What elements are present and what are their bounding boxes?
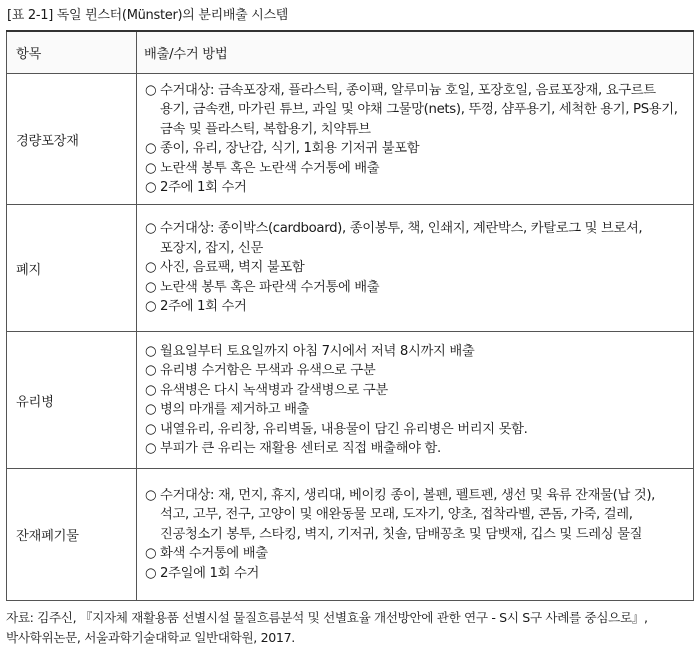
row-items-cell (137, 205, 694, 332)
list-item (145, 544, 687, 564)
separation-system-table (6, 30, 694, 601)
bullet-icon: ○ (145, 221, 157, 237)
item-text: 내열유리, 유리창, 유리벽돌, 내용물이 담긴 유리병은 버리지 못함. (160, 421, 528, 437)
list-item (145, 219, 687, 258)
item-list (137, 482, 693, 588)
bullet-icon: ○ (145, 382, 157, 398)
row-category: 유리병 (7, 332, 137, 469)
list-item (145, 81, 687, 140)
list-item (145, 297, 687, 317)
item-text: 2주일에 1회 수거 (160, 565, 259, 581)
item-list (137, 215, 693, 321)
table-row (7, 469, 694, 601)
table-row (7, 205, 694, 332)
bullet-icon: ○ (145, 441, 157, 456)
table-row (7, 332, 694, 469)
item-text: 유리병 수거함은 무색과 유색으로 구분 (160, 363, 376, 378)
list-item (145, 564, 687, 584)
item-text: 수거대상: 금속포장재, 플라스틱, 종이팩, 알루미늄 호일, 포장호일, 음료포장재, 요구르트 용기, 금속캔, 마가린 튜브, 과일 및 야채 그물망(nets), 뚜껑, 샴푸용기, 세척한 용기, PS용기, 금속 및 플라스틱, 복합용기, 치약튜브 (160, 82, 678, 137)
item-text: 월요일부터 토요일까지 아침 7시에서 저녁 8시까지 배출 (160, 343, 475, 359)
item-list (137, 338, 693, 463)
row-items-cell (137, 74, 694, 205)
item-text: 화색 수거통에 배출 (160, 546, 268, 562)
header-category: 항목 (7, 31, 137, 74)
bullet-icon: ○ (145, 160, 157, 176)
row-category: 잔재폐기물 (7, 469, 137, 601)
row-category: 경량포장재 (7, 74, 137, 205)
item-text: 병의 마개를 제거하고 배출 (160, 402, 310, 417)
list-item (145, 258, 687, 278)
list-item (145, 178, 687, 198)
source-note (6, 608, 694, 648)
list-item (145, 278, 687, 298)
source-line-1: 자료: 김주신, 『지자체 재활용품 선별시설 물질흐름분석 및 선별효율 개선방안에 관한 연구 - S시 S구 사례를 중심으로』, (6, 610, 648, 625)
list-item (145, 439, 687, 459)
item-text: 수거대상: 재, 먼지, 휴지, 생리대, 베이킹 종이, 볼펜, 펠트펜, 생선 및 육류 잔재물(납 것), 석고, 고무, 전구, 고양이 및 애완동물 모래, 도자기, 양초, 접착라벨, 콘돔, 가죽, 걸레, 진공청소기 봉투, 스타킹, 벽지, 기저귀, 칫솔, 담배꽁초 및 담뱃재, 깁스 및 드레싱 물질 (160, 487, 656, 542)
row-items-cell (137, 469, 694, 601)
bullet-icon: ○ (145, 421, 157, 437)
item-text: 2주에 1회 수거 (160, 180, 247, 195)
list-item (145, 400, 687, 420)
bullet-icon: ○ (145, 82, 157, 98)
list-item (145, 420, 687, 440)
bullet-icon: ○ (145, 546, 157, 562)
item-text: 사진, 음료팩, 벽지 불포함 (160, 260, 305, 276)
row-items-cell (137, 332, 694, 469)
item-text: 노란색 봉투 혹은 파란색 수거통에 배출 (160, 279, 380, 295)
item-text: 종이, 유리, 장난감, 식기, 1회용 기저귀 불포함 (160, 141, 420, 156)
bullet-icon: ○ (145, 260, 157, 276)
bullet-icon: ○ (145, 299, 157, 315)
bullet-icon: ○ (145, 141, 157, 156)
list-item (145, 381, 687, 401)
source-line-2: 박사학위논문, 서울과학기술대학교 일반대학원, 2017. (6, 630, 295, 645)
list-item (145, 139, 687, 159)
bullet-icon: ○ (145, 402, 157, 417)
bullet-icon: ○ (145, 487, 157, 503)
list-item (145, 361, 687, 381)
item-text: 2주에 1회 수거 (160, 299, 247, 315)
row-category: 폐지 (7, 205, 137, 332)
item-text: 노란색 봉투 혹은 노란색 수거통에 배출 (160, 160, 380, 176)
item-list (137, 77, 693, 202)
bullet-icon: ○ (145, 180, 157, 195)
bullet-icon: ○ (145, 279, 157, 295)
table-header-row (7, 31, 694, 74)
item-text: 부피가 큰 유리는 재활용 센터로 직접 배출해야 함. (160, 441, 441, 456)
item-text: 수거대상: 종이박스(cardboard), 종이봉투, 책, 인쇄지, 계란박스, 카탈로그 및 브로셔, 포장지, 잡지, 신문 (160, 221, 643, 256)
table-row (7, 74, 694, 205)
list-item (145, 342, 687, 362)
item-text: 유색병은 다시 녹색병과 갈색병으로 구분 (160, 382, 388, 398)
bullet-icon: ○ (145, 343, 157, 359)
header-method: 배출/수거 방법 (137, 31, 694, 74)
bullet-icon: ○ (145, 565, 157, 581)
bullet-icon: ○ (145, 363, 157, 378)
table-caption: [표 2-1] 독일 뮌스터(Münster)의 분리배출 시스템 (7, 8, 289, 23)
list-item (145, 486, 687, 545)
list-item (145, 159, 687, 179)
